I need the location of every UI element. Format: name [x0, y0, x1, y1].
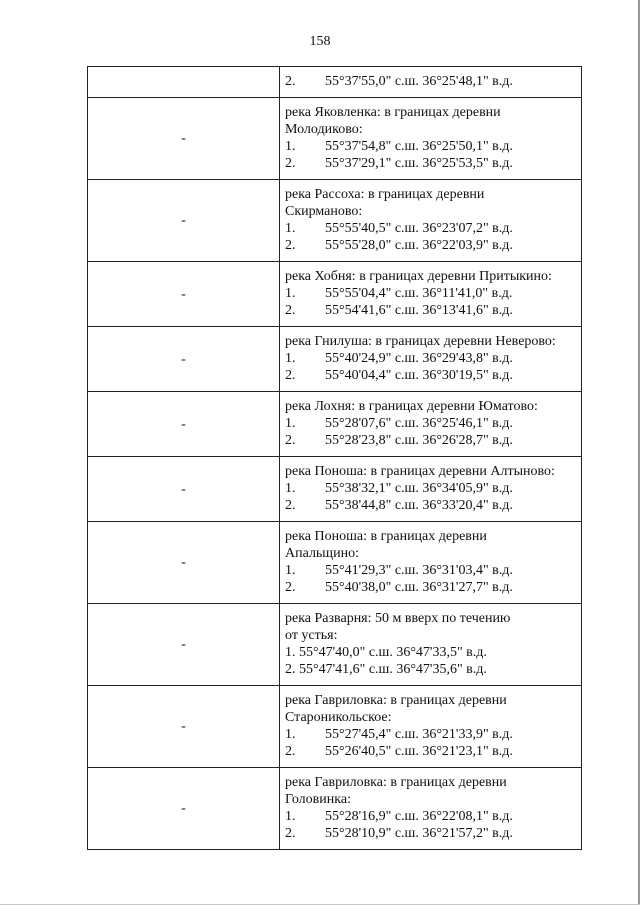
table-row: [88, 686, 582, 768]
coordinate-line: 1. 55°47'40,0" с.ш. 36°47'33,5" в.д.: [285, 645, 487, 660]
coordinate-value: 55°40'04,4" с.ш. 36°30'19,5" в.д.: [325, 368, 513, 383]
table-row: [88, 604, 582, 686]
coordinate-value: 55°28'23,8" с.ш. 36°26'28,7" в.д.: [325, 433, 513, 448]
row-content-cell: [280, 67, 582, 98]
river-description: река Хобня: в границах деревни Притыкино:: [285, 269, 552, 284]
row-content-cell: [280, 392, 582, 457]
coordinate-value: 55°26'40,5" с.ш. 36°21'23,1" в.д.: [325, 744, 513, 759]
river-description: Староникольское:: [285, 710, 392, 725]
row-marker-cell: [88, 522, 280, 604]
table-row: [88, 67, 582, 98]
table-row: [88, 327, 582, 392]
row-marker-cell: [88, 604, 280, 686]
coordinate-number: 1.: [285, 481, 296, 496]
row-content-cell: [280, 98, 582, 180]
row-marker: -: [181, 351, 186, 367]
row-content-cell: [280, 522, 582, 604]
row-marker: -: [181, 286, 186, 302]
row-content-cell: [280, 327, 582, 392]
coordinate-line: [285, 743, 577, 760]
table-body: [88, 67, 582, 850]
river-description: Апальщино:: [285, 546, 359, 561]
coordinate-number: 2.: [285, 156, 296, 171]
row-marker: -: [181, 555, 186, 570]
river-description: река Яковленка: в границах деревни: [285, 105, 501, 120]
coordinate-number: 2.: [285, 826, 296, 841]
coordinate-number: 1.: [285, 809, 296, 824]
row-marker: -: [181, 637, 186, 652]
row-marker-cell: [88, 457, 280, 522]
river-description: Головинка:: [285, 792, 351, 807]
coordinate-line: [285, 302, 577, 319]
row-marker-cell: [88, 262, 280, 327]
table-row: [88, 768, 582, 850]
table-row: [88, 98, 582, 180]
river-description: река Гнилуша: в границах деревни Неверово:: [285, 334, 556, 349]
row-marker-cell: [88, 686, 280, 768]
table-row: [88, 522, 582, 604]
coordinate-value: 55°40'38,0" с.ш. 36°31'27,7" в.д.: [325, 580, 513, 595]
table-row: [88, 457, 582, 522]
coordinate-line: [285, 220, 577, 237]
coordinate-value: 55°55'28,0" с.ш. 36°22'03,9" в.д.: [325, 238, 513, 253]
coordinate-line: [285, 726, 577, 743]
coordinate-line: [285, 480, 577, 497]
coordinate-line: [285, 285, 577, 302]
coordinate-line: [285, 415, 577, 432]
coordinate-number: 2.: [285, 433, 296, 448]
coordinate-number: 2.: [285, 498, 296, 513]
coordinate-number: 1.: [285, 139, 296, 154]
row-marker: -: [181, 719, 186, 734]
coordinate-number: 1.: [285, 221, 296, 236]
coordinate-number: 2.: [285, 238, 296, 253]
river-description: река Гавриловка: в границах деревни: [285, 693, 507, 708]
row-marker-cell: [88, 768, 280, 850]
river-description: река Поноша: в границах деревни Алтыново:: [285, 464, 555, 479]
coordinate-number: 2.: [285, 580, 296, 595]
coordinate-value: 55°37'29,1" с.ш. 36°25'53,5" в.д.: [325, 156, 513, 171]
coordinate-number: 1.: [285, 351, 296, 366]
coordinate-value: 55°38'44,8" с.ш. 36°33'20,4" в.д.: [325, 498, 513, 513]
river-description: река Рассоха: в границах деревни: [285, 187, 485, 202]
coordinate-number: 1.: [285, 727, 296, 742]
coordinate-line: [285, 350, 577, 367]
row-marker: -: [181, 213, 186, 228]
row-content-cell: [280, 604, 582, 686]
row-marker-cell: [88, 392, 280, 457]
coordinate-number: 1.: [285, 286, 296, 301]
coordinate-line: [285, 562, 577, 579]
row-content-cell: [280, 457, 582, 522]
row-marker: -: [181, 416, 186, 432]
river-description: Молодиково:: [285, 122, 363, 137]
coordinate-value: 55°55'40,5" с.ш. 36°23'07,2" в.д.: [325, 221, 513, 236]
coordinate-line: [285, 237, 577, 254]
row-marker: -: [181, 131, 186, 146]
row-marker: -: [181, 481, 186, 497]
coordinate-value: 55°38'32,1" с.ш. 36°34'05,9" в.д.: [325, 481, 513, 496]
coordinate-value: 55°41'29,3" с.ш. 36°31'03,4" в.д.: [325, 563, 513, 578]
coordinate-line: [285, 579, 577, 596]
coordinate-line: [285, 73, 577, 90]
river-description: река Гавриловка: в границах деревни: [285, 775, 507, 790]
table-row: [88, 392, 582, 457]
coordinate-number: 1.: [285, 416, 296, 431]
river-description: река Поноша: в границах деревни: [285, 529, 487, 544]
coordinate-value: 55°28'10,9" с.ш. 36°21'57,2" в.д.: [325, 826, 513, 841]
coordinate-number: 2.: [285, 368, 296, 383]
coordinate-number: 2.: [285, 74, 296, 89]
table-row: [88, 262, 582, 327]
coordinate-value: 55°37'55,0" с.ш. 36°25'48,1" в.д.: [325, 74, 513, 89]
coordinate-number: 2.: [285, 744, 296, 759]
coordinate-value: 55°28'16,9" с.ш. 36°22'08,1" в.д.: [325, 809, 513, 824]
coordinate-number: 1.: [285, 563, 296, 578]
coordinate-value: 55°55'04,4" с.ш. 36°11'41,0" в.д.: [325, 286, 513, 301]
river-description: река Разварня: 50 м вверх по течению: [285, 611, 511, 626]
coordinate-line: [285, 808, 577, 825]
coordinate-line: [285, 432, 577, 449]
coordinate-line: 2. 55°47'41,6" с.ш. 36°47'35,6" в.д.: [285, 662, 487, 677]
river-description: Скирманово:: [285, 204, 363, 219]
row-content-cell: [280, 768, 582, 850]
coordinate-value: 55°27'45,4" с.ш. 36°21'33,9" в.д.: [325, 727, 513, 742]
coordinates-table: [87, 66, 582, 850]
coordinate-line: [285, 367, 577, 384]
row-marker-cell: [88, 327, 280, 392]
coordinate-number: 2.: [285, 303, 296, 318]
table-row: [88, 180, 582, 262]
row-content-cell: [280, 686, 582, 768]
page-number: 158: [309, 34, 331, 49]
row-content-cell: [280, 180, 582, 262]
coordinate-value: 55°37'54,8" с.ш. 36°25'50,1" в.д.: [325, 139, 513, 154]
coordinate-line: [285, 497, 577, 514]
coordinate-value: 55°54'41,6" с.ш. 36°13'41,6" в.д.: [325, 303, 513, 318]
coordinate-line: [285, 138, 577, 155]
row-marker-cell: [88, 180, 280, 262]
coordinate-line: [285, 825, 577, 842]
row-marker-cell: [88, 98, 280, 180]
row-marker: -: [181, 801, 186, 816]
coordinate-value: 55°40'24,9" с.ш. 36°29'43,8" в.д.: [325, 351, 513, 366]
row-marker-cell: [88, 67, 280, 98]
river-description: река Лохня: в границах деревни Юматово:: [285, 399, 538, 414]
coordinate-line: [285, 155, 577, 172]
coordinate-value: 55°28'07,6" с.ш. 36°25'46,1" в.д.: [325, 416, 513, 431]
row-content-cell: [280, 262, 582, 327]
river-description: от устья:: [285, 628, 338, 643]
